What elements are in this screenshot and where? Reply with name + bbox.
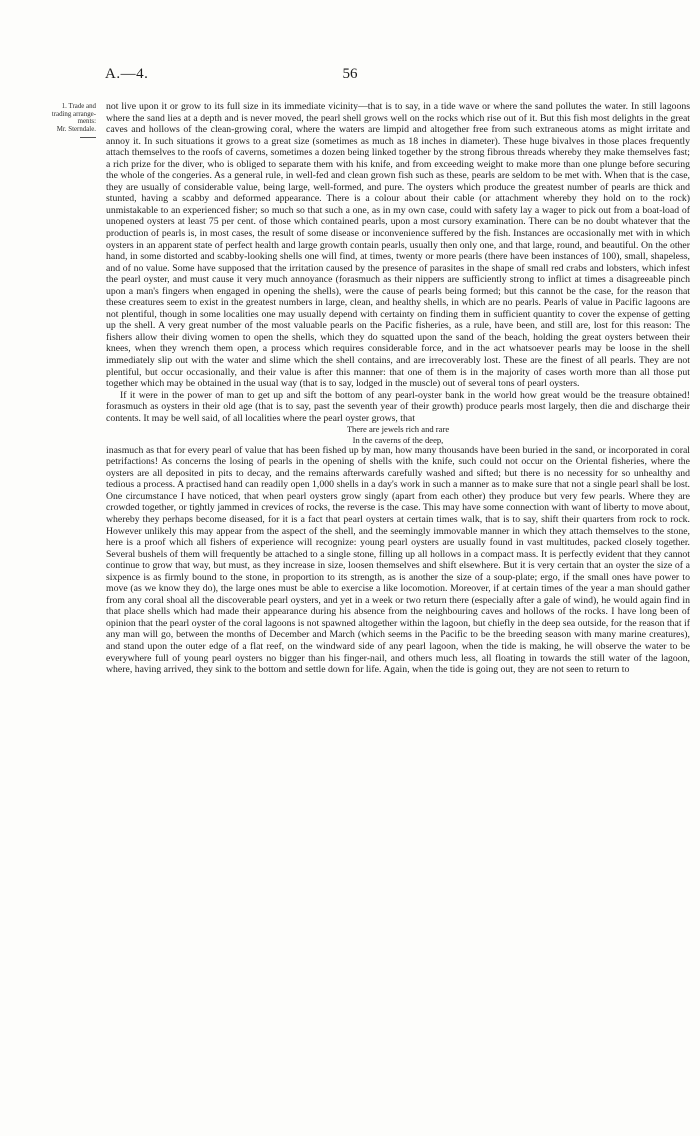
margin-note-line: Mr. Sterndale.	[56, 126, 96, 134]
verse-line: In the caverns of the deep,	[352, 434, 444, 445]
paragraph-1: not live upon it or grow to its full size in its immediate vicinity—that is to say, in a tide wave or where the sand pollutes the water. In still lagoons where the sand lies at a depth and is never moved, the pearl shell grows well on the rocks which rise out of it. But this fish most delights in the great caves and hollows of the clean-growing coral, where the waters are limpid and altogether free from such extraneous atoms as might irritate and annoy it. In such situations it grows to a great size (sometimes as much as 18 inches in diameter). These huge bivalves in those places frequently attach themselves to the roofs of caverns, sometimes a dozen being linked together by the strong fibrous threads whereby they make themselves fast; a rich prize for the diver, who is obliged to separate them with his knife, and from exceeding weight to make more than one plunge before securing the whole of the congeries. As a general rule, in well-fed and clean grown fish such as these, pearls are seldom to be met with. When that is the case, they are usually of considerable value, being large, well-formed, and pure. The oysters which produce the greatest number of pearls are thick and stunted, having a scabby and deformed appearance. There is a colour about their cable (or attachment whereby they hold on to the rock) unmistakable to an experienced fisher; so much so that such a one, as in my own case, could with safety lay a wager to pick out from a boat-load of unopened oysters at least 75 per cent. of those which contained pearls, upon a most cursory examination. There can be no doubt whatever that the production of pearls is, in most cases, the result of some disease or inconvenience suffered by the fish. Instances are occasionally met with in which oysters in an apparent state of perfect health and large growth contain pearls, usually then only one, and that large, round, and beautiful. On the other hand, in some distorted and scabby-looking shells one will find, at times, twenty or more pearls (there have been instances of 100), small, shapeless, and of no value. Some have supposed that the irritation caused by the presence of parasites in the shape of small red crabs and lobsters, which infest the pearl oyster, and must cause it very much annoyance (forasmuch as their nippers are sufficiently strong to inflict at times a disagreeable pinch upon a man's fingers when engaged in opening the shells), were the cause of pearls being formed; but this cannot be the case, for the reason that these creatures seem to exist in the greatest numbers in large, clean, and healthy shells, in which are no pearls. Pearls of value in Pacific lagoons are not plentiful, though in some localities one may usually depend with certainty on finding them in sufficient quantity to cover the expense of getting up the shell. A very great number of the most valuable pearls on the Pacific fisheries, as a rule, have been, and still are, lost for this reason: The fishers allow their diving women to open the shells, which they do squatted upon the sand of the beach, holding the great oysters between their knees, when they wrench them open, a process which requires considerable force, and in the act whatsoever pearls may be loose in the shell immediately slip out with the water and slime which the shell contains, and are irrecoverably lost. These are the finest of all pearls. They are not plentiful, but occur occasionally, and their value is after this manner: that one of them is in the majority of cases worth more than all those put together which may be obtained in the usual way (that is to say, lodged in the muscle) out of several tons of pearl oysters.	[106, 101, 690, 390]
margin-note	[8, 103, 96, 138]
margin-note-line: ments:	[77, 118, 96, 126]
verse-line: There are jewels rich and rare	[346, 424, 450, 435]
page-header	[0, 66, 700, 90]
page-number: 56	[342, 66, 358, 82]
document-reference: A.—4.	[105, 66, 149, 82]
margin-note-line: trading arrange-	[51, 110, 96, 118]
paragraph-2: If it were in the power of man to get up and sift the bottom of any pearl-oyster bank in the world how great would be the treasure obtained! forasmuch as oysters in their old age (that is to say, past the seventh year of their growth) produce pearls most largely, then die and discharge their contents. It may be well said, of all localities where the pearl oyster grows, that	[106, 389, 690, 424]
margin-note-line: 1. Trade and	[61, 103, 96, 110]
body-text	[106, 101, 690, 676]
verse-quote	[106, 424, 690, 444]
margin-rule	[80, 137, 96, 138]
paragraph-3: inasmuch as that for every pearl of value that has been fished up by man, how many thousands have been buried in the sand, or incorporated in coral petrifactions! As concerns the losing of pearls in the opening of shells with the knife, such could not occur on the Oriental fisheries, where the oysters are all deposited in pits to decay, and the remains afterwards carefully washed and sifted; but there is no necessity for so unhealthy and tedious a process. A practised hand can readily open 1,000 shells in a day's work in such a manner as to make sure that not a single pearl shall be lost. One circumstance I have noticed, that when pearl oysters grow singly (apart from each other) they produce but very few pearls. Where they are crowded together, or tightly jammed in crevices of rocks, the reverse is the case. This may have some connection with want of liberty to move about, whereby they perhaps become diseased, for it is a fact that pearl oysters at certain times walk, that is to say, shift their quarters from rock to rock. However unlikely this may appear from the aspect of the shell, and the seemingly immovable manner in which they attach themselves to the stone, here is a proof which all fishers of experience will recognize: young pearl oysters are usually found in vast multitudes, packed closely together. Several bushels of them will frequently be attached to a single stone, filling up all hollows in a compact mass. It is perfectly evident that they cannot continue to grow that way, but must, as they increase in size, loosen themselves and shift elsewhere. But it is very certain that an oyster the size of a sixpence is as firmly bound to the stone, in proportion to its strength, as is another the size of a soup-plate; ergo, if the small ones have power to move (as we know they do), the large ones must be able to exercise a like locomotion. Moreover, if at certain times of the year a man should gather from any coral shoal all the discoverable pearl oysters, and yet in a week or two return there (especially after a gale of wind), he would again find in that place shells which had made their appearance during his absence from the neighbouring caves and hollows of the rocks. I have long been of opinion that the pearl oyster of the coral lagoons is not spawned altogether within the lagoon, but chiefly in the deep sea outside, for the reason that if any man will go, between the months of December and March (which seems in the Pacific to be the breeding season with many marine creatures), and stand upon the outer edge of a flat reef, on the windward side of any pearl lagoon, when the tide is making, he will observe the water to be everywhere full of young pearl oysters no bigger than his finger-nail, and others much less, all floating in towards the still water of the lagoon, where, having arrived, they sink to the bottom and settle down for life. Again, when the tide is going out, they are not seen to return to	[106, 444, 690, 676]
